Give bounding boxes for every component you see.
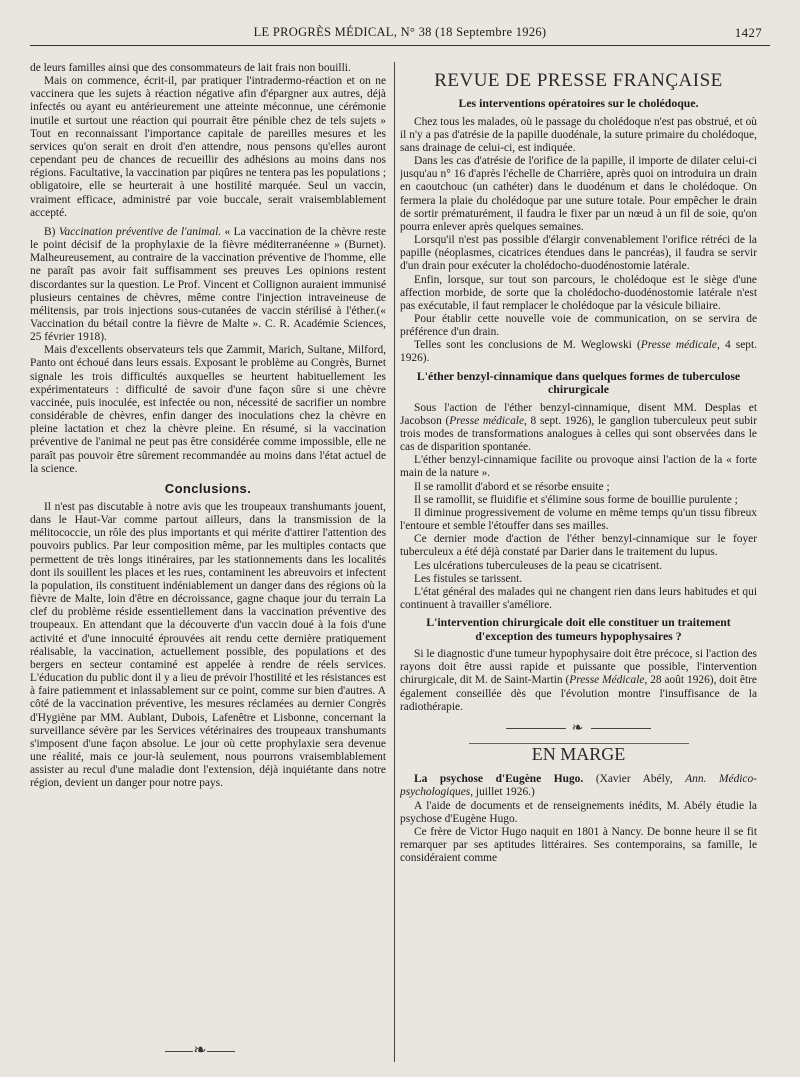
article-title: L'intervention chirurgicale doit elle constituer un traitement d'exception des tumeurs hypophysaires ? <box>426 615 731 643</box>
article-title: La psychose d'Eugène Hugo. <box>414 773 584 786</box>
paragraph: L'éther benzyl-cinnamique facilite ou provoque ainsi l'action de la « forte main de la nature ». <box>400 454 757 480</box>
right-column <box>400 62 757 1057</box>
paragraph: Mais on commence, écrit-il, par pratiquer l'intradermo-réaction et on ne vaccinera que les sujets à réaction négative afin d'épargner aux autres, déjà infectés ou ayant eu antérieurement une atteinte méconnue, une cérémonie inutile et surtout une réaction qui pourrait être pénible chez de tels sujets » Tout en reconnaissant l'importance capitale de pareilles mesures et les services qu'on serait en droit d'en attendre, nous pensons qu'elles auront cependant peu de chances de recueillir des adhésions au moins dans nos régions. Facultative, la vaccination par piqûres ne tentera pas les populations ; obligatoire, elle se heurterait à une hostilité marquée. Seul un vaccin, vraiment efficace, administré par voie buccale, serait vraisemblablement accepté. <box>30 75 386 219</box>
section-letter: B) <box>44 225 59 238</box>
column-divider <box>394 62 395 1062</box>
paragraph <box>400 773 757 799</box>
ornament-divider: ❧ <box>400 722 757 735</box>
paragraph <box>30 226 386 344</box>
paragraph-text: Telles sont les conclusions de M. Weglowski ( <box>414 339 641 352</box>
paragraph: Il diminue progressivement de volume en même temps qu'un tissu fibreux l'entoure et semble l'étouffer dans ses mailles. <box>400 506 757 533</box>
article-title: Les interventions opératoires sur le cholédoque. <box>458 96 699 111</box>
journal-name: Presse Médicale <box>569 674 645 687</box>
conclusions-heading: Conclusions. <box>164 480 252 496</box>
paragraph <box>400 402 757 455</box>
journal-name: Ann. Médico-psychologiques <box>400 773 757 799</box>
paragraph: Il se ramollit d'abord et se résorbe ensuite ; <box>414 480 610 493</box>
page-number: 1427 <box>734 25 762 40</box>
paragraph: Ce dernier mode d'action de l'éther benzyl-cinnamique sur le foyer tuberculeux a été déjà constaté par Darier dans le traitement du lupus. <box>400 533 757 559</box>
section-banner: REVUE DE PRESSE FRANÇAISE <box>434 70 723 91</box>
paragraph: Chez tous les malades, où le passage du cholédoque n'est pas obstrué, et où il n'y a pas d'atrésie de la papille duodénale, la suture primaire du cholédoque, sans drainage de celui-ci, est indiquée. <box>400 115 757 154</box>
paragraph: Lorsqu'il n'est pas possible d'élargir convenablement l'orifice rétréci de la papille (néoplasmes, cicatrices étendues dans le pancréas), il faudra se servir d'un drain pour exécuter la cholédocho-duodénostomie latérale. <box>400 234 757 273</box>
paragraph-text: , 28 août 1926), doit être également conseillée dès que l'évolution montre l'insuffisance de la radiothérapie. <box>400 674 757 713</box>
paragraph-text: Si le diagnostic d'une tumeur hypophysaire doit être précoce, si l'action des rayons doit être aussi rapide et puissante que possible, l'intervention chirurgicale, dit M. de Saint-Martin ( <box>400 648 757 687</box>
paragraph: Pour établir cette nouvelle voie de communication, on se servira de préférence d'un drain. <box>400 313 757 339</box>
paragraph-text: « La vaccination de la chèvre reste le point décisif de la prophylaxie de la fièvre méditerranéenne » (Burnet). Malheureusement, au contraire de la vaccination préventive de l'homme, elle ne paraît pas avoir fait suffisamment ses preuves Les opinions restent discordantes sur la question. Le Prof. Vincent et Collignon auraient immunisé plusieurs centaines de chèvres, même contre l'injection intraveineuse de mélitensis, par trois injections sous-cutanées de vaccin stérilisé à l'éther.(« Vaccination du bétail contre la fièvre de Malte ». C. R. Académie Sciences, 25 février 1918). <box>30 225 386 344</box>
article-title: L'éther benzyl-cinnamique dans quelques formes de tuberculose chirurgicale <box>416 368 741 397</box>
paragraph: Enfin, lorsque, sur tout son parcours, le cholédoque est le siège d'une affection morbide, de sorte que la cholédocho-duodénostomie latérale n'est pas exécutable, il faut remplacer le cholédoque par la vésicule biliaire. <box>400 273 757 312</box>
header-rule <box>30 45 770 46</box>
paragraph: Ce frère de Victor Hugo naquit en 1801 à Nancy. De bonne heure il se fit remarquer par ses aptitudes littéraires. Ses contemporains, sa famille, le considéraient comme <box>400 825 757 865</box>
paragraph-text: , 8 sept. 1926), le ganglion tuberculeux peut subir trois modes de transformations analogues à celles qui sont observées dans le cas de disparition spontanée. <box>400 414 757 454</box>
paragraph: de leurs familles ainsi que des consommateurs de lait frais non bouilli. <box>30 62 351 74</box>
paragraph: A l'aide de documents et de renseignements inédits, M. Abély étudie la psychose d'Eugène Hugo. <box>400 799 757 825</box>
paragraph: Il se ramollit, se fluidifie et s'élimine sous forme de bouillie purulente ; <box>414 493 738 506</box>
paragraph-text: Sous l'action de l'éther benzyl-cinnamique, disent MM. Desplas et Jacobson ( <box>400 401 757 427</box>
paragraph: Les ulcérations tuberculeuses de la peau se cicatrisent. <box>414 559 662 572</box>
citation-text: , juillet 1926.) <box>470 786 535 799</box>
running-title: LE PROGRÈS MÉDICAL, N° 38 (18 Septembre 1926) <box>253 25 547 39</box>
section-banner: EN MARGE <box>531 744 626 765</box>
journal-name: Presse médicale <box>449 414 525 427</box>
paragraph: Dans les cas d'atrésie de l'orifice de la papille, il importe de dilater celui-ci jusqu'au n° 16 d'après l'échelle de Charrière, après quoi on introduira un drain en caoutchouc (un cathéter) dans le duodénum et dans le cholédoque. On fermera la plaie du cholédoque par une suture totale. Pour empêcher le drain de sortir prématurément, il faudra le fixer par un nœud à un fil de soie, qu'on pourra enlever après quelques semaines. <box>400 155 757 233</box>
paragraph: L'état général des malades qui ne changent rien dans leurs habitudes et qui continuent à travailler s'améliore. <box>400 585 757 611</box>
paragraph: Mais d'excellents observateurs tels que Zammit, Marich, Sultane, Milford, Panto ont échoué dans leurs essais. Exposant le problème au Congrès, Burnet signale les trois difficultés auxquelles se heurtent habituellement les expérimentateurs : difficulté de savoir d'une façon sûre si une chèvre vaccinée, puis inoculée, est infectée ou non, nécessité de sacrifier un nombre considérable de chèvres, enfin danger des inoculations chez la chèvre en pleine lactation et chez la chèvre pleine. En résumé, si la vaccination préventive de l'animal ne peut pas être considérée comme impossible, elle ne paraît pas pouvoir être sûrement recommandée au moins dans l'état actuel de la science. <box>30 344 386 475</box>
paragraph: Il n'est pas discutable à notre avis que les troupeaux transhumants jouent, dans le Haut-Var comme partout ailleurs, dans la transmission de la mélitococcie, un rôle des plus importants et qui mérite d'attirer l'attention des pouvoirs publics. Par leur composition même, par les multiples contacts que permettent de très longs itinéraires, par les stationnements dans les localités dont ils souillent les places et les rues, contaminent les abreuvoirs et infectent la population, ils constituent indéniablement un danger dans des régions où la fièvre de Malte, loin d'être en décroissance, gagne chaque jour du terrain La clef du problème réside essentiellement dans la vaccination préventive des troupeaux. En attendant que la découverte d'un vaccin doué à la fois d'une activité et d'une innocuité éprouvées ait rendu cette dernière pratiquement réalisable, la vaccination, actuellement possible, des populations et des bergers en secteur contaminé est appelée à rendre de réels services. L'éducation du public dont il y a lieu de prévoir l'hostilité et les résistances est à faire patiemment et inlassablement sur ce point, comme sur bien d'autres. A côté de la vaccination préventive, les mesures réclamées au dernier Congrès d'Hygiène par MM. Aublant, Dubois, Lafenêtre et Lisbonne, concernant la surveillance sévère par les Services vétérinaires des troupeaux transhumants s'imposent d'une façon absolue. Le jour où cette prophylaxie sera devenue une réalité, mais ce jour-là seulement, nous pourrons vraisemblablement assister au recul d'une maladie dont l'extension, déjà inquiétante dans notre région, devient un danger pour notre pays. <box>30 501 386 790</box>
ornament-divider: ❧ <box>160 1040 240 1060</box>
page-header <box>30 22 770 44</box>
paragraph <box>400 648 757 714</box>
citation-text: (Xavier Abély, <box>583 773 686 786</box>
left-column <box>30 62 386 1057</box>
subsection-title: Vaccination préventive de l'animal. <box>58 225 222 238</box>
paragraph <box>400 339 757 365</box>
paragraph: Les fistules se tarissent. <box>414 572 523 585</box>
paragraph-text: , 4 sept. 1926). <box>400 339 757 365</box>
journal-name: Presse médicale <box>640 339 717 352</box>
